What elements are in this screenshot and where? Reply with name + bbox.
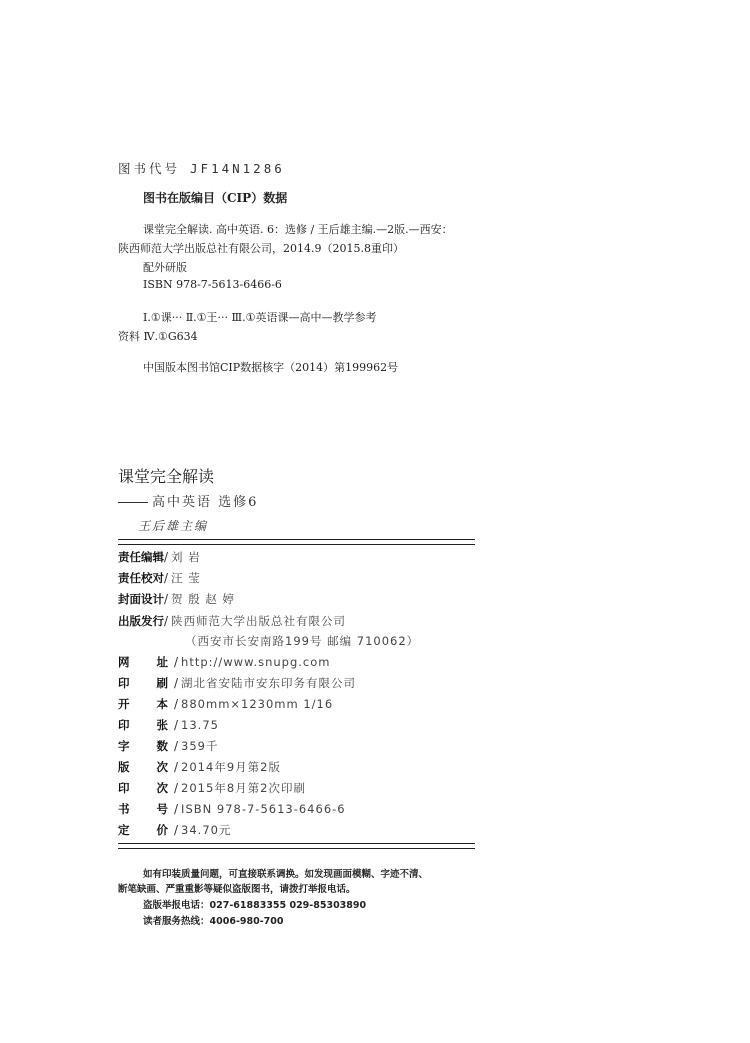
separator-slash: / <box>174 697 179 711</box>
info-row <box>118 568 201 588</box>
info-row <box>118 757 281 777</box>
info-row <box>118 589 235 609</box>
separator-slash: / <box>164 571 169 585</box>
double-rule-bottom <box>118 843 475 849</box>
info-label: 责任编辑 <box>118 550 164 564</box>
separator-slash: / <box>164 614 169 628</box>
info-row <box>118 778 306 798</box>
cip-check-number: 中国版本图书馆CIP数据核字（2014）第199962号 <box>143 361 399 374</box>
info-value: 359千 <box>181 739 219 753</box>
info-label: 网 址 <box>118 655 168 669</box>
cip-isbn: ISBN 978-7-5613-6466-6 <box>143 278 282 291</box>
info-label: 责任校对 <box>118 571 164 585</box>
info-label: 印 张 <box>118 718 168 732</box>
book-code-value: JF14N1286 <box>190 161 285 176</box>
info-row <box>118 652 330 672</box>
subtitle-dash <box>118 502 148 504</box>
cip-line-1: 课堂完全解读. 高中英语. 6：选修 / 王后雄主编.—2版.—西安： <box>143 223 453 236</box>
book-subtitle-text: 高中英语 选修6 <box>152 495 259 510</box>
separator-slash: / <box>164 592 169 606</box>
info-value: 汪 莹 <box>171 571 201 585</box>
info-label: 印 次 <box>118 781 168 795</box>
notice-line-1: 如有印装质量问题，可直接联系调换。如发现画面模糊、字迹不清、 <box>143 869 429 880</box>
separator-slash: / <box>174 718 179 732</box>
info-label: 出版发行 <box>118 614 164 628</box>
book-subtitle <box>118 491 258 510</box>
info-row <box>118 694 333 714</box>
chief-editor: 王后雄主编 <box>138 519 209 533</box>
separator-slash: / <box>174 823 179 837</box>
separator-slash: / <box>174 739 179 753</box>
info-value: 湖北省安陆市安东印务有限公司 <box>181 676 357 690</box>
cip-title: 图书在版编目（CIP）数据 <box>143 191 288 205</box>
separator-slash: / <box>174 781 179 795</box>
separator-slash: / <box>174 760 179 774</box>
separator-slash: / <box>174 655 179 669</box>
info-row <box>118 799 346 819</box>
info-value: 880mm×1230mm 1/16 <box>181 697 334 711</box>
info-value: 34.70元 <box>181 823 232 837</box>
info-label: 开 本 <box>118 697 168 711</box>
info-label: 书 号 <box>118 802 168 816</box>
notice-line-2: 断笔缺画、严重重影等疑似盗版图书，请拨打举报电话。 <box>118 884 356 895</box>
publisher-address: （西安市长安南路199号 邮编 710062） <box>185 634 420 648</box>
info-row <box>118 736 219 756</box>
info-label: 封面设计 <box>118 592 164 606</box>
info-row <box>118 673 356 693</box>
info-row <box>118 547 201 567</box>
reader-service-hotline: 读者服务热线：4006-980-700 <box>143 916 284 927</box>
info-label: 定 价 <box>118 823 168 837</box>
book-title: 课堂完全解读 <box>118 467 215 486</box>
info-value: 陕西师范大学出版总社有限公司 <box>171 614 347 628</box>
info-value: 2015年8月第2次印刷 <box>181 781 306 795</box>
info-row <box>118 820 231 840</box>
cip-line-3: 配外研版 <box>143 261 187 274</box>
info-label: 字 数 <box>118 739 168 753</box>
info-value: 2014年9月第2版 <box>181 760 281 774</box>
info-label: 版 次 <box>118 760 168 774</box>
info-value: http://www.snupg.com <box>181 655 331 669</box>
info-row <box>118 715 219 735</box>
book-code-label: 图书代号 <box>118 161 181 176</box>
info-value: 贺 殷 赵 婷 <box>171 592 236 606</box>
cip-line-2: 陕西师范大学出版总社有限公司，2014.9（2015.8重印） <box>118 242 404 255</box>
double-rule-top <box>118 539 475 545</box>
info-value: 刘 岩 <box>171 550 201 564</box>
separator-slash: / <box>174 802 179 816</box>
cip-classification-1: Ⅰ.①课··· Ⅱ.①王··· Ⅲ.①英语课—高中—教学参考 <box>143 311 377 324</box>
separator-slash: / <box>174 676 179 690</box>
separator-slash: / <box>164 550 169 564</box>
info-value: ISBN 978-7-5613-6466-6 <box>181 802 346 816</box>
info-label: 印 刷 <box>118 676 168 690</box>
cip-classification-2: 资料 Ⅳ.①G634 <box>118 330 198 343</box>
piracy-report-phone: 盗版举报电话：027-61883355 029-85303890 <box>143 900 367 911</box>
book-code-line <box>118 159 285 177</box>
info-row <box>118 611 346 631</box>
info-value: 13.75 <box>181 718 219 732</box>
